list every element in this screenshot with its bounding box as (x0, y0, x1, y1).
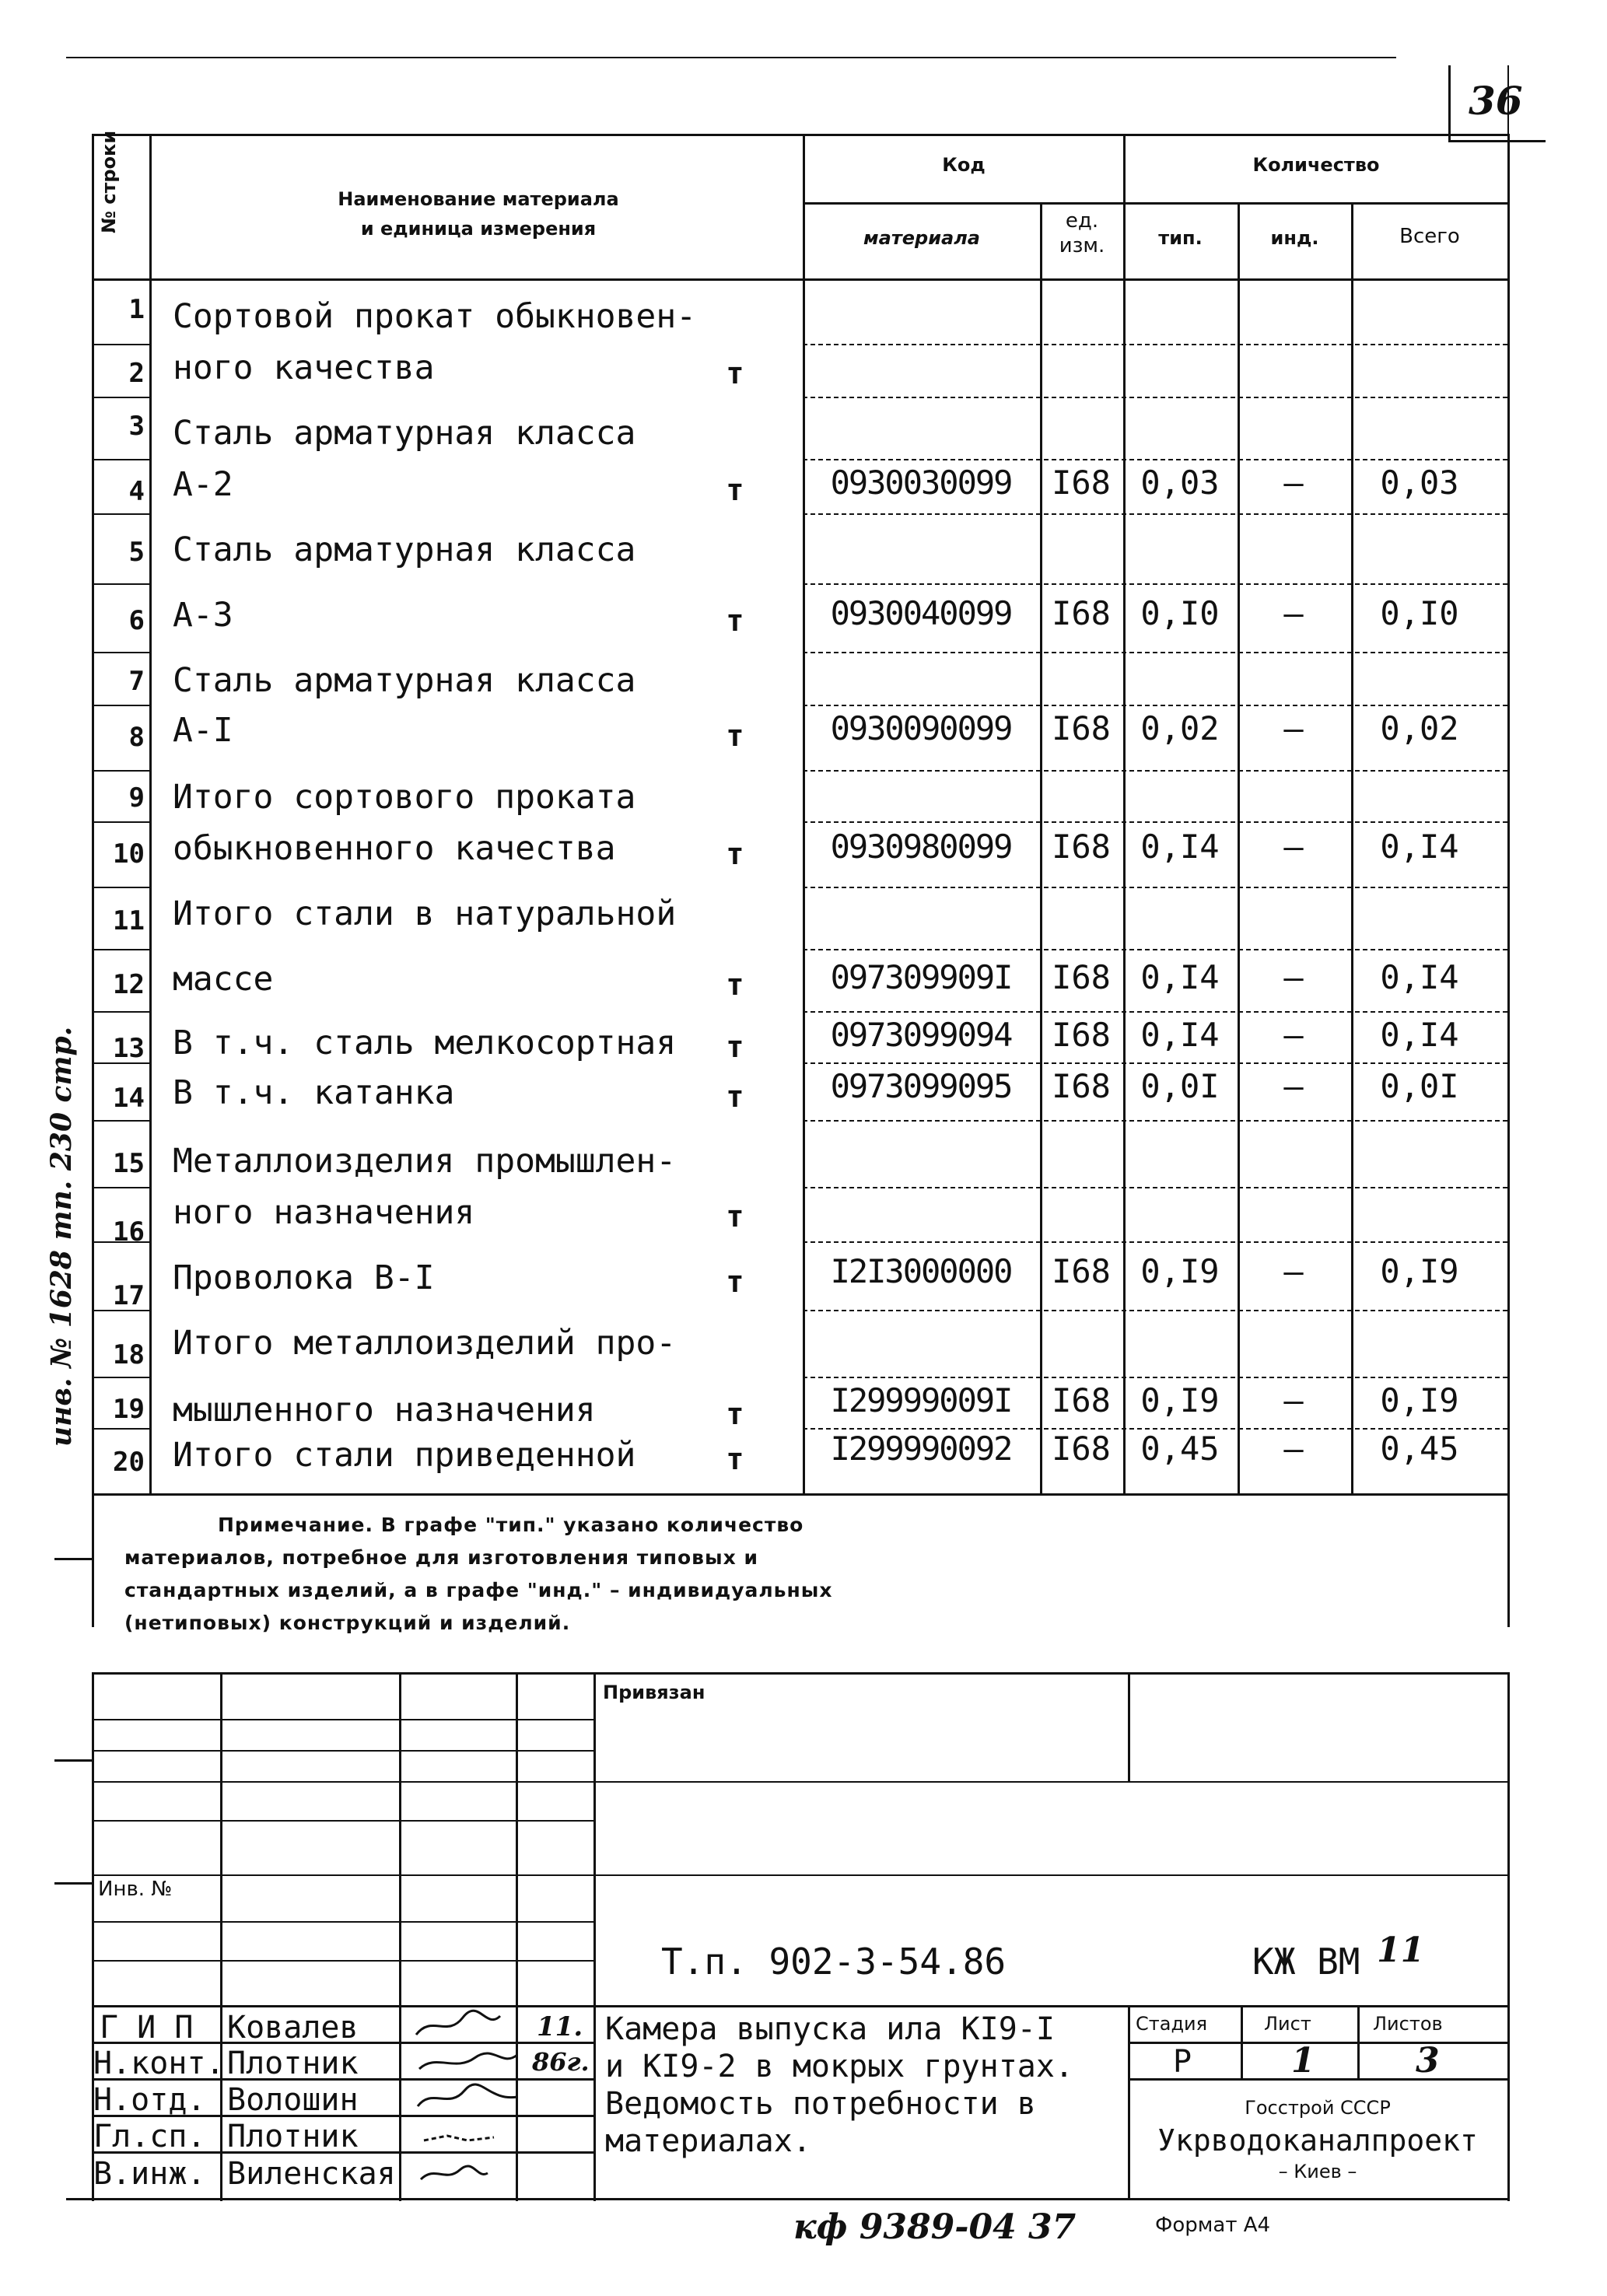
row-separator (803, 344, 1507, 345)
stage-label: Стадия (1136, 2013, 1208, 2035)
signature-name: Плотник (227, 2119, 359, 2154)
unit: т (726, 968, 744, 1002)
material-name: Металлоизделия промышлен- (173, 1142, 677, 1181)
row-separator (92, 1377, 149, 1378)
unit-code: I68 (1052, 1016, 1111, 1054)
row-number: 13 (113, 1033, 145, 1064)
material-code: I2I3000000 (830, 1252, 1012, 1290)
note-line: стандартных изделий, а в графе "инд." – индивидуальных (124, 1579, 833, 1601)
material-code: I29999009I (830, 1381, 1012, 1419)
row-separator (803, 821, 1507, 823)
org-line1: Госстрой СССР (1245, 2097, 1391, 2119)
stamp-grid-line (92, 1781, 1507, 1783)
stamp-grid-line (92, 1921, 593, 1923)
doc-title-line1: Камера выпуска ила КI9-I (605, 2011, 1055, 2047)
row-separator (92, 397, 149, 398)
col-line-rowno (149, 134, 152, 1495)
footer-format: Формат А4 (1155, 2214, 1271, 2237)
signature-name: Виленская (227, 2156, 396, 2192)
row-separator (92, 1428, 149, 1430)
row-number: 9 (128, 782, 145, 814)
top-rule (66, 57, 1396, 58)
row-number: 11 (113, 905, 145, 936)
unit: т (726, 1397, 744, 1431)
table-border-top (92, 134, 1507, 136)
qty-typ: 0,0I (1140, 1067, 1220, 1105)
row-number: 1 (128, 294, 145, 325)
row-number: 20 (113, 1447, 145, 1478)
row-separator (92, 1120, 149, 1122)
qty-total: 0,I9 (1380, 1381, 1459, 1419)
stamp-right-subcol (1357, 2005, 1360, 2078)
qty-ind: – (1283, 464, 1304, 502)
qty-total: 0,02 (1380, 709, 1459, 747)
header-name-line2: и единица измерения (360, 218, 597, 240)
row-separator (92, 887, 149, 888)
row-separator (92, 344, 149, 345)
privyazan-label: Привязан (603, 1682, 705, 1703)
unit-code: I68 (1052, 594, 1111, 632)
qty-ind: – (1283, 1252, 1304, 1290)
doc-title-line2: и КI9-2 в мокрых грунтах. (605, 2049, 1074, 2084)
material-name: ного назначения (173, 1193, 475, 1232)
header-qty-ind: инд. (1270, 227, 1319, 249)
signature-role: Гл.сп. (93, 2119, 206, 2154)
margin-tick (54, 1759, 92, 1762)
unit: т (726, 1080, 744, 1114)
row-separator (803, 1011, 1507, 1013)
unit: т (726, 1265, 744, 1299)
signature-date: 11. (537, 2011, 583, 2042)
material-name: Сортовой прокат обыкновен- (173, 297, 697, 336)
header-qty-total: Всего (1399, 225, 1460, 248)
material-name: Проволока В-I (173, 1258, 435, 1297)
material-name: Сталь арматурная класса (173, 530, 636, 569)
margin-tick (54, 1558, 92, 1560)
inventory-number-label: Инв. № (98, 1878, 173, 1901)
stamp-grid-line (92, 1719, 593, 1720)
qty-total: 0,45 (1380, 1430, 1459, 1468)
stamp-col-4 (593, 1672, 596, 2201)
qty-typ: 0,I4 (1140, 958, 1220, 996)
stamp-grid-line (92, 1874, 1507, 1876)
row-separator (803, 513, 1507, 515)
unit: т (726, 473, 744, 507)
header-row-number: № строки (98, 130, 120, 233)
sheets-label: Листов (1373, 2013, 1443, 2035)
row-separator (803, 887, 1507, 888)
table-bottom-line (92, 1493, 1507, 1496)
stamp-bottom-line (66, 2198, 1507, 2200)
note-line: (нетиповых) конструкций и изделий. (124, 1612, 571, 1634)
row-separator (803, 1241, 1507, 1243)
row-number: 15 (113, 1148, 145, 1179)
row-separator (92, 513, 149, 515)
row-number: 16 (113, 1216, 145, 1248)
signature-role: В.инж. (93, 2156, 206, 2192)
row-number: 4 (128, 476, 145, 507)
row-number: 7 (128, 666, 145, 697)
unit-code: I68 (1052, 1252, 1111, 1290)
row-separator (803, 949, 1507, 950)
doc-title-line3: Ведомость потребности в (605, 2086, 1036, 2122)
signature-role: Н.отд. (93, 2082, 206, 2118)
row-separator (803, 1187, 1507, 1188)
row-number: 2 (128, 358, 145, 389)
col-line-unit (1123, 134, 1126, 1495)
signature-date: 86г. (532, 2047, 590, 2077)
row-separator (92, 652, 149, 653)
qty-typ: 0,I9 (1140, 1252, 1220, 1290)
stamp-right-subcol (1241, 2005, 1243, 2078)
stamp-grid-line (92, 1750, 593, 1752)
signature-role: Н.конт. (93, 2046, 225, 2081)
material-name: А-I (173, 711, 233, 750)
qty-typ: 0,I9 (1140, 1381, 1220, 1419)
header-qty-group: Количество (1252, 154, 1380, 176)
material-name: Итого стали приведенной (173, 1436, 636, 1475)
row-separator (92, 459, 149, 460)
footer-handwritten-code: кф 9389-04 37 (793, 2207, 1077, 2247)
signature-name: Плотник (227, 2046, 359, 2081)
margin-tick (54, 1882, 92, 1885)
header-unit-line2: изм. (1059, 234, 1105, 257)
margin-handwriting: инв. № 1628 тп. 230 стр. (45, 1026, 78, 1447)
header-split-line (803, 202, 1507, 205)
qty-typ: 0,03 (1140, 464, 1220, 502)
material-name: обыкновенного качества (173, 829, 616, 868)
unit-code: I68 (1052, 958, 1111, 996)
qty-ind: – (1283, 1016, 1304, 1054)
org-line3: – Киев – (1278, 2161, 1357, 2182)
qty-ind: – (1283, 958, 1304, 996)
note-block (124, 1509, 1478, 1640)
col-line-name (803, 134, 805, 1495)
row-separator (803, 1377, 1507, 1378)
row-separator (803, 397, 1507, 398)
material-code: 0930030099 (830, 464, 1012, 502)
material-code: I299990092 (830, 1430, 1012, 1468)
material-code: 097309909I (830, 958, 1012, 996)
stage-value: Р (1173, 2044, 1192, 2080)
unit: т (726, 1442, 744, 1476)
row-separator (803, 705, 1507, 706)
row-separator (92, 770, 149, 772)
material-name: Итого металлоизделий про- (173, 1324, 677, 1363)
stamp-col-1 (220, 1672, 222, 2201)
material-name: В т.ч. катанка (173, 1073, 455, 1112)
row-separator (92, 1011, 149, 1013)
header-name-line1: Наименование материала (338, 188, 619, 210)
signature-name: Волошин (227, 2082, 359, 2118)
handwritten-signatures (401, 2007, 591, 2197)
qty-ind: – (1283, 709, 1304, 747)
material-code: 0973099095 (830, 1067, 1012, 1105)
table-border-right (1507, 134, 1510, 1627)
unit-code: I68 (1052, 1067, 1111, 1105)
row-number: 14 (113, 1083, 145, 1114)
material-code: 0930980099 (830, 828, 1012, 866)
material-name: Сталь арматурная класса (173, 414, 636, 453)
material-code: 0930040099 (830, 594, 1012, 632)
qty-ind: – (1283, 1430, 1304, 1468)
qty-typ: 0,02 (1140, 709, 1220, 747)
material-name: Сталь арматурная класса (173, 661, 636, 700)
header-code-material: материала (863, 227, 980, 249)
stamp-grid-line (92, 1820, 593, 1822)
unit: т (726, 1030, 744, 1064)
unit-code: I68 (1052, 464, 1111, 502)
qty-total: 0,I4 (1380, 1016, 1459, 1054)
row-separator (803, 459, 1507, 460)
org-line2: Укрводоканалпроект (1157, 2123, 1478, 2158)
material-name: А-3 (173, 596, 233, 635)
qty-typ: 0,45 (1140, 1430, 1220, 1468)
table-border-left (92, 134, 94, 1627)
unit: т (726, 719, 744, 753)
signature-role: Г И П (100, 2010, 194, 2046)
note-line: Примечание. В графе "тип." указано количество (218, 1514, 804, 1536)
unit-code: I68 (1052, 1430, 1111, 1468)
row-separator (803, 770, 1507, 772)
unit-code: I68 (1052, 709, 1111, 747)
row-separator (92, 583, 149, 585)
qty-ind: – (1283, 828, 1304, 866)
qty-typ: 0,I0 (1140, 594, 1220, 632)
qty-total: 0,I4 (1380, 828, 1459, 866)
row-separator (92, 705, 149, 706)
sheets-value: 3 (1416, 2041, 1440, 2081)
row-separator (92, 1187, 149, 1188)
header-bottom-line (92, 278, 1507, 281)
qty-ind: – (1283, 1067, 1304, 1105)
header-qty-typ: тип. (1158, 227, 1203, 249)
material-name: Итого стали в натуральной (173, 894, 677, 933)
header-unit-line1: ед. (1065, 209, 1099, 233)
row-number: 19 (113, 1394, 145, 1425)
row-number: 17 (113, 1280, 145, 1311)
material-name: мышленного назначения (173, 1391, 596, 1430)
material-code: 0930090099 (830, 709, 1012, 747)
material-name: Итого сортового проката (173, 778, 636, 817)
material-name: массе (173, 960, 274, 999)
material-name: А-2 (173, 465, 233, 504)
row-separator (803, 583, 1507, 585)
signature-name: Ковалев (227, 2010, 359, 2046)
page-number-frame-bottom (1448, 140, 1546, 142)
stamp-grid-line (92, 1960, 593, 1962)
row-separator (92, 821, 149, 823)
project-code: Т.п. 902-3-54.86 (661, 1941, 1007, 1983)
unit: т (726, 356, 744, 390)
row-number: 12 (113, 969, 145, 1000)
unit-code: I68 (1052, 1381, 1111, 1419)
note-bottom-line (92, 1672, 1507, 1675)
qty-ind: – (1283, 1381, 1304, 1419)
row-separator (803, 1120, 1507, 1122)
material-code: 0973099094 (830, 1016, 1012, 1054)
qty-total: 0,I0 (1380, 594, 1459, 632)
unit-code: I68 (1052, 828, 1111, 866)
sheet-value: 1 (1291, 2041, 1315, 2081)
qty-total: 0,03 (1380, 464, 1459, 502)
doc-title-line4: материалах. (605, 2123, 811, 2159)
row-number: 8 (128, 722, 145, 753)
header-code-group: Код (942, 154, 986, 176)
row-number: 18 (113, 1339, 145, 1370)
stamp-col-5 (1128, 1672, 1130, 1781)
unit: т (726, 1199, 744, 1234)
row-number: 5 (128, 537, 145, 568)
qty-total: 0,I4 (1380, 958, 1459, 996)
sheet-mark: КЖ ВМ (1252, 1941, 1360, 1983)
unit: т (726, 837, 744, 871)
row-separator (803, 652, 1507, 653)
sheet-mark-handwritten: 11 (1377, 1930, 1425, 1970)
stamp-border-right (1507, 1672, 1510, 2201)
row-number: 6 (128, 605, 145, 636)
qty-typ: 0,I4 (1140, 828, 1220, 866)
qty-typ: 0,I4 (1140, 1016, 1220, 1054)
unit: т (726, 604, 744, 638)
qty-ind: – (1283, 594, 1304, 632)
page-number: 36 (1469, 78, 1523, 124)
page-number-frame-left (1448, 65, 1451, 142)
note-line: материалов, потребное для изготовления типовых и (124, 1546, 758, 1569)
material-name: В т.ч. сталь мелкосортная (173, 1024, 677, 1062)
row-number: 3 (128, 411, 145, 442)
material-name: ного качества (173, 348, 435, 387)
row-number: 10 (113, 838, 145, 870)
qty-total: 0,0I (1380, 1067, 1459, 1105)
row-separator (803, 1310, 1507, 1311)
sheet-label: Лист (1264, 2013, 1311, 2035)
row-separator (803, 1062, 1507, 1064)
row-separator (92, 949, 149, 950)
qty-total: 0,I9 (1380, 1252, 1459, 1290)
stamp-grid-line (92, 2005, 1507, 2007)
